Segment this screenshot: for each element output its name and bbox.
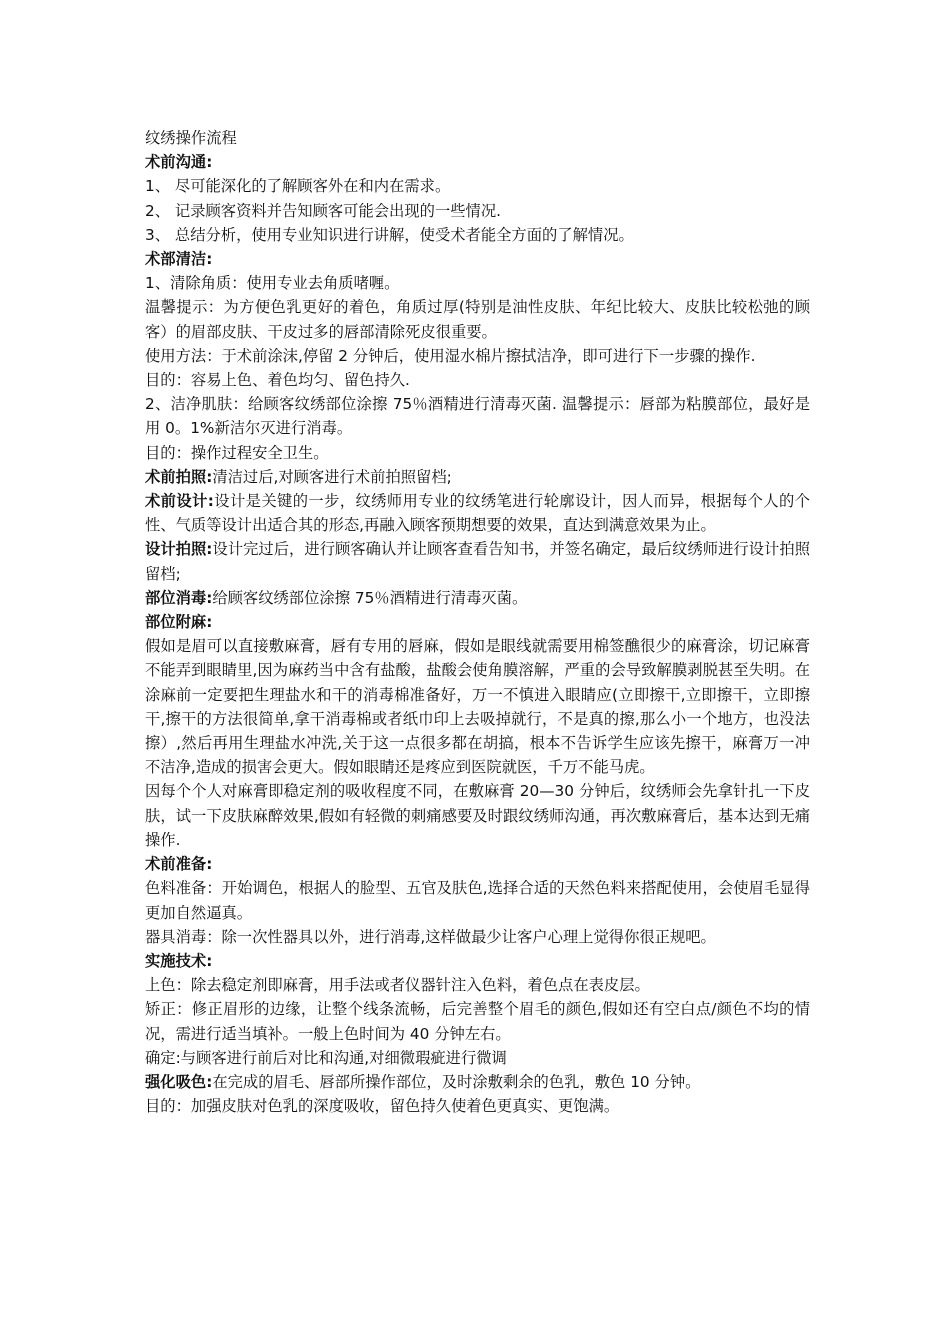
- heading-pre-communication: 术前沟通:: [145, 153, 213, 172]
- list-item: 2、 记录顾客资料并告知顾客可能会出现的一些情况.: [145, 201, 501, 220]
- section-photo-before: [145, 465, 810, 489]
- section-design-photo: [145, 537, 810, 585]
- inline-heading: 设计拍照:: [145, 540, 213, 559]
- inline-heading: 术前设计:: [145, 492, 214, 511]
- paragraph: 目的：加强皮肤对色乳的深度吸收，留色持久使着色更真实、更饱满。: [145, 1097, 620, 1116]
- paragraph: 假如是眉可以直接敷麻膏，唇有专用的唇麻，假如是眼线就需要用棉签醮很少的麻膏涂，切记麻膏不能弄到眼睛里,因为麻药当中含有盐酸，盐酸会使角膜溶解，严重的会导致解膜剥脱甚至失明。在涂麻前一定要把生理盐水和干的消毒棉准备好，万一不慎进入眼睛应(立即擦干,立即擦干，立即擦干,擦干的方法很简单,拿干消毒棉或者纸巾印上去吸掉就行，不是真的擦,那么小一个地方，也没法擦）,然后再用生理盐水冲洗,关于这一点很多都在胡搞，根本不告诉学生应该先擦干，麻膏万一冲不洁净,造成的损害会更大。假如眼睛还是疼应到医院就医，千万不能马虎。: [145, 637, 810, 777]
- paragraph: 器具消毒：除一次性器具以外，进行消毒,这样做最少让客户心理上觉得你很正规吧。: [145, 927, 716, 946]
- section-design: [145, 489, 810, 537]
- paragraph: 上色：除去稳定剂即麻膏，用手法或者仪器针注入色料，着色点在表皮层。: [145, 976, 650, 995]
- section-disinfection: [145, 586, 810, 610]
- paragraph: 确定:与顾客进行前后对比和沟通,对细微瑕疵进行微调: [145, 1048, 507, 1067]
- inline-heading: 部位消毒:: [145, 588, 213, 607]
- heading-cleansing: 术部清洁:: [145, 250, 213, 269]
- inline-text: 给顾客纹绣部位涂擦 75％酒精进行清毒灭菌。: [212, 588, 528, 607]
- doc-title: 纹绣操作流程: [145, 129, 237, 147]
- document-body: [145, 126, 810, 1118]
- paragraph: 2、洁净肌肤：给顾客纹绣部位涂擦 75％酒精进行清毒灭菌. 温馨提示：唇部为粘膜部位，最好是用 0。1%新洁尔灭进行消毒。: [145, 395, 810, 438]
- paragraph: 使用方法：于术前涂沫,停留 2 分钟后，使用湿水棉片擦拭洁净，即可进行下一步骤的操作.: [145, 346, 756, 365]
- paragraph: 色料准备：开始调色，根据人的脸型、五官及肤色,选择合适的天然色料来搭配使用，会使眉毛显得更加自然逼真。: [145, 879, 810, 922]
- list-item: 3、 总结分析，使用专业知识进行讲解，使受术者能全方面的了解情况。: [145, 225, 634, 244]
- inline-heading: 强化吸色:: [145, 1072, 213, 1091]
- heading-anesthesia: 部位附麻:: [145, 613, 213, 632]
- inline-text: 在完成的眉毛、唇部所操作部位，及时涂敷剩余的色乳，敷色 10 分钟。: [212, 1072, 701, 1091]
- inline-text: 设计完过后，进行顾客确认并让顾客查看告知书，并签名确定，最后纹绣师进行设计拍照留档;: [145, 540, 810, 583]
- paragraph: 目的：容易上色、着色均匀、留色持久.: [145, 371, 410, 390]
- heading-preparation: 术前准备:: [145, 855, 213, 874]
- inline-text: 设计是关键的一步，纹绣师用专业的纹绣笔进行轮廓设计，因人而异，根据每个人的个性、气质等设计出适合其的形态,再融入顾客预期想要的效果，直达到满意效果为止。: [145, 492, 810, 535]
- paragraph: 矫正：修正眉形的边缘，让整个线条流畅，后完善整个眉毛的颜色,假如还有空白点/颜色不均的情况，需进行适当填补。一般上色时间为 40 分钟左右。: [145, 1000, 810, 1043]
- paragraph: 温馨提示：为方便色乳更好的着色，角质过厚(特别是油性皮肤、年纪比较大、皮肤比较松弛的顾客）的眉部皮肤、干皮过多的唇部清除死皮很重要。: [145, 298, 810, 341]
- section-color-absorption: [145, 1070, 810, 1094]
- paragraph: 目的：操作过程安全卫生。: [145, 443, 329, 462]
- inline-heading: 术前拍照:: [145, 467, 213, 486]
- list-item: 1、 尽可能深化的了解顾客外在和内在需求。: [145, 177, 451, 196]
- paragraph: 因每个个人对麻膏即稳定剂的吸收程度不同，在敷麻膏 20—30 分钟后，纹绣师会先拿针扎一下皮肤，试一下皮肤麻醉效果,假如有轻微的刺痛感要及时跟纹绣师沟通，再次敷麻膏后，基本达到无痛操作.: [145, 782, 810, 849]
- paragraph: 1、清除角质：使用专业去角质啫喱。: [145, 274, 400, 293]
- inline-text: 清洁过后,对顾客进行术前拍照留档;: [212, 467, 452, 486]
- heading-technique: 实施技术:: [145, 951, 213, 970]
